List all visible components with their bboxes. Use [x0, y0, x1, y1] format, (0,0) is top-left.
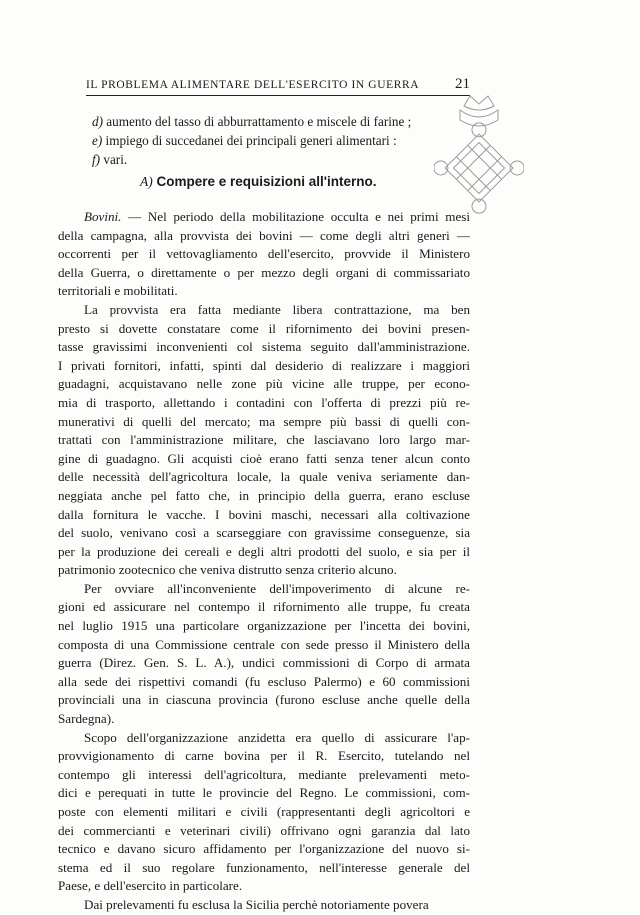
text-line: territoriali e mobilitati.	[58, 283, 178, 299]
text-line: mia di trasporto, allettando i contadini con l'offerta di prezzi più re-	[58, 394, 470, 410]
text-line: Dai prelevamenti fu esclusa la Sicilia perchè notoriamente povera	[84, 896, 429, 912]
text-line: Paese, e dell'esercito in particolare.	[58, 878, 243, 894]
text-line: dalla fornitura le vacche. I bovini maschi, necessari alla coltivazione	[58, 506, 470, 522]
text-line: poste con elementi militari e civili (rappresentanti degli agricoltori e	[58, 804, 470, 819]
text-line: contempo gli interessi dell'agricoltura, mediante prelevamenti meto-	[58, 766, 470, 782]
text-line: tecnico e davano sicuro affidamento per l'organizzazione del nuovo si-	[58, 841, 470, 857]
text-line: guadagni, acquistavano nelle zone più vicine alle truppe, per econo-	[58, 376, 470, 392]
text-line: stema ed il suo regolare funzionamento, nell'interesse generale del	[58, 859, 470, 875]
text-line: provinciali una in ciascuna provincia (furono escluse anche quelle della	[58, 692, 470, 708]
section-marker: A)	[140, 174, 153, 189]
text-line: munerativi di quelli del mercato; ma sempre più bassi di quelli con-	[58, 413, 470, 429]
text-line: composta di una Commissione centrale con sede presso il Ministero della	[58, 636, 470, 652]
text-line: della Guerra, o direttamente o per mezzo degli organi di commissariato	[58, 264, 470, 280]
text-line: della campagna, alla provvista dei bovini — come degli altri generi —	[58, 227, 470, 243]
list-marker: e)	[92, 133, 103, 148]
list-text: vari.	[103, 152, 128, 167]
running-head	[86, 76, 470, 93]
text-line: trattati con l'amministrazione militare, che lasciavano loro largo mar-	[58, 432, 470, 448]
list-marker: d)	[92, 114, 103, 129]
text-line: tasse gravissimi inconvenienti col sistema seguito dall'amministrazione.	[58, 339, 470, 355]
text-line: dici e perequati in tutte le provincie del Regno. Le commissioni, com-	[58, 785, 470, 801]
paragraph	[58, 729, 470, 896]
stamp-crown	[464, 96, 494, 110]
header-rule	[86, 95, 470, 96]
text-line: patrimonio zootecnico che veniva distrutto senza criterio alcuno.	[58, 562, 397, 578]
text-line: per la produzione dei cereali e degli altri prodotti del suolo, e sia per il	[58, 543, 470, 559]
text-line: occorrenti per il vettovagliamento dell'esercito, provvide il Ministero	[58, 246, 470, 262]
paragraph-lead: Bovini.	[84, 209, 122, 224]
text-line	[58, 208, 470, 227]
text-line: Per ovviare all'inconveniente dell'impoverimento di alcune re-	[84, 580, 470, 596]
body-text	[58, 208, 470, 915]
list-item	[92, 150, 462, 169]
text-line: alla sede dei rispettivi comandi (fu escluso Palermo) e 60 commissioni	[58, 673, 470, 689]
list-item	[92, 131, 462, 150]
paragraph	[58, 208, 470, 301]
running-title: IL PROBLEMA ALIMENTARE DELL'ESERCITO IN GUERRA	[86, 79, 420, 91]
list-marker: f)	[92, 152, 101, 167]
text-line: gioni ed assicurare nel contempo il rifornimento alle truppe, fu creata	[58, 599, 470, 615]
text-line: provvigionamento di carne bovina per il R. Esercito, tutelando nel	[58, 748, 470, 764]
text-line: Scopo dell'organizzazione anzidetta era quello di assicurare l'ap-	[84, 729, 470, 745]
text-line: Sardegna).	[58, 711, 115, 727]
text-line: nel luglio 1915 una particolare organizzazione per l'incetta dei bovini,	[58, 618, 470, 634]
text-line: presto si dovette constatare come il rifornimento dei bovini presen-	[58, 320, 470, 336]
text-line: dei commercianti e veterinari civili) offrivano ogni garanzia dal lato	[58, 822, 470, 838]
enumerated-list	[92, 112, 462, 169]
text-line: neggiata anche pel fatto che, in principio della guerra, erano escluse	[58, 487, 470, 503]
section-heading	[140, 174, 410, 190]
paragraph	[58, 580, 470, 729]
text-line: gine di guadagno. Gli acquisti cioè erano fatti senza tener alcun conto	[58, 450, 470, 466]
text-line: del suolo, venivano così a scarseggiare con gravissime conseguenze, sia	[58, 525, 470, 541]
text-line: I privati fornitori, infatti, spinti dal desiderio di realizzare i maggiori	[58, 357, 470, 373]
section-title: Compere e requisizioni all'interno.	[156, 174, 377, 189]
list-text: aumento del tasso di abburrattamento e miscele di farine ;	[106, 114, 412, 129]
paragraph	[58, 896, 470, 915]
list-item	[92, 112, 462, 131]
text-line: delle necessità dell'agricoltura locale, la quale veniva seriamente dan-	[58, 469, 470, 485]
text-line: La provvista era fatta mediante libera contrattazione, ma ben	[84, 301, 470, 317]
page-number: 21	[455, 76, 470, 92]
paragraph	[58, 301, 470, 580]
text-line: guerra (Direz. Gen. S. L. A.), undici commissioni di Corpo di armata	[58, 655, 470, 671]
list-text: impiego di succedanei dei principali generi alimentari :	[105, 133, 397, 148]
line-text: — Nel periodo della mobilitazione occulta e nei primi mesi	[121, 209, 470, 224]
